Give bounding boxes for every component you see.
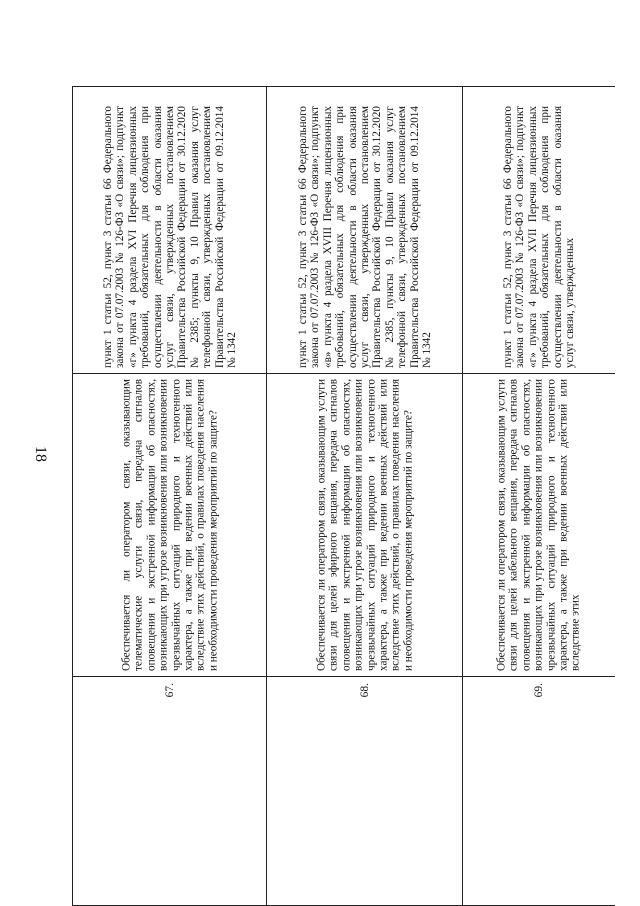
question-cell (267, 374, 462, 677)
row-number: 68. (358, 683, 371, 698)
question-cell (463, 374, 615, 677)
question-text: Обеспечивается ли оператором связи, оказывающим телематические услуги связи, передача сигналов оповещения и экстренной информации об опасностях, возникающих при угрозе возникновения или возникновении чрезвычайных ситуаций природного и техногенного характера, а также при ведении военных действий или вследствие этих действий, о правилах поведения населения и необходимости проведения мероприятий по защите? (119, 379, 219, 671)
table-row (267, 87, 463, 906)
row-number-cell (463, 677, 615, 906)
legal-refs-text: пункт 1 статьи 52, пункт 3 статьи 66 Федерального закона от 07.07.2003 № 126-ФЗ «О связи»; подпункт «в» пункта 4 раздела XVIII Перечня лицензионных требований, обязательных для соблюдения при осуществлении деятельности в области оказания услуг связи, утвержденных постановлением Правительства Российской Федерации от 30.12.2020 № 2385, пункты 9, 10 Правил оказания услуг телефонной связи, утвержденных постановлением Правительства Российской Федерации от 09.12.2014 № 1342 (296, 106, 433, 368)
table-row (463, 87, 615, 906)
empty-cell (463, 87, 615, 101)
legal-refs-cell (463, 101, 615, 374)
row-number: 69. (532, 683, 545, 698)
question-text: Обеспечивается ли оператором связи, оказывающим услуги связи для целей эфирного вещания, передача сигналов оповещения и экстренной информации об опасностях, возникающих при угрозе возникновения или возникновении чрезвычайных ситуаций природного и техногенного характера, а также при ведении военных действий или вследствие этих действий, о правилах поведения населения и необходимости проведения мероприятий по защите? (314, 379, 414, 671)
empty-cell (73, 87, 266, 101)
table-row (73, 87, 267, 906)
empty-cell (267, 87, 462, 101)
requirements-table (72, 86, 615, 906)
row-number-cell (73, 677, 266, 906)
legal-refs-cell (73, 101, 266, 374)
page-number: 18 (32, 446, 49, 462)
legal-refs-cell (267, 101, 462, 374)
row-number: 67. (163, 683, 176, 698)
question-cell (73, 374, 266, 677)
legal-refs-text: пункт 1 статьи 52, пункт 3 статьи 66 Федерального закона от 07.07.2003 № 126-ФЗ «О связи»; подпункт «г» пункта 4 раздела XVII Перечня лицензионных требований, обязательных для соблюдения при осуществлении деятельности в области оказания услуг связи, утвержденных (501, 106, 576, 368)
legal-refs-text: пункт 1 статьи 52, пункт 3 статьи 66 Федерального закона от 07.07.2003 № 126-ФЗ «О связи»; подпункт «г» пункта 4 раздела XVI Перечня лицензионных требований, обязательных для соблюдения при осуществлении деятельности в области оказания услуг связи, утвержденных постановлением Правительства Российской Федерации от 30.12.2020 № 2385; пункты 9, 10 Правил оказания услуг телефонной связи, утвержденных постановлением Правительства Российской Федерации от 09.12.2014 № 1342 (101, 106, 238, 368)
question-text: Обеспечивается ли оператором связи, оказывающим услуги связи для целей кабельного вещания, передача сигналов оповещения и экстренной информации об опасностях, возникающих при угрозе возникновения или возникновении чрезвычайных ситуаций природного и техногенного характера, а также при ведении военных действий или вследствие этих (495, 379, 583, 671)
row-number-cell (267, 677, 462, 906)
